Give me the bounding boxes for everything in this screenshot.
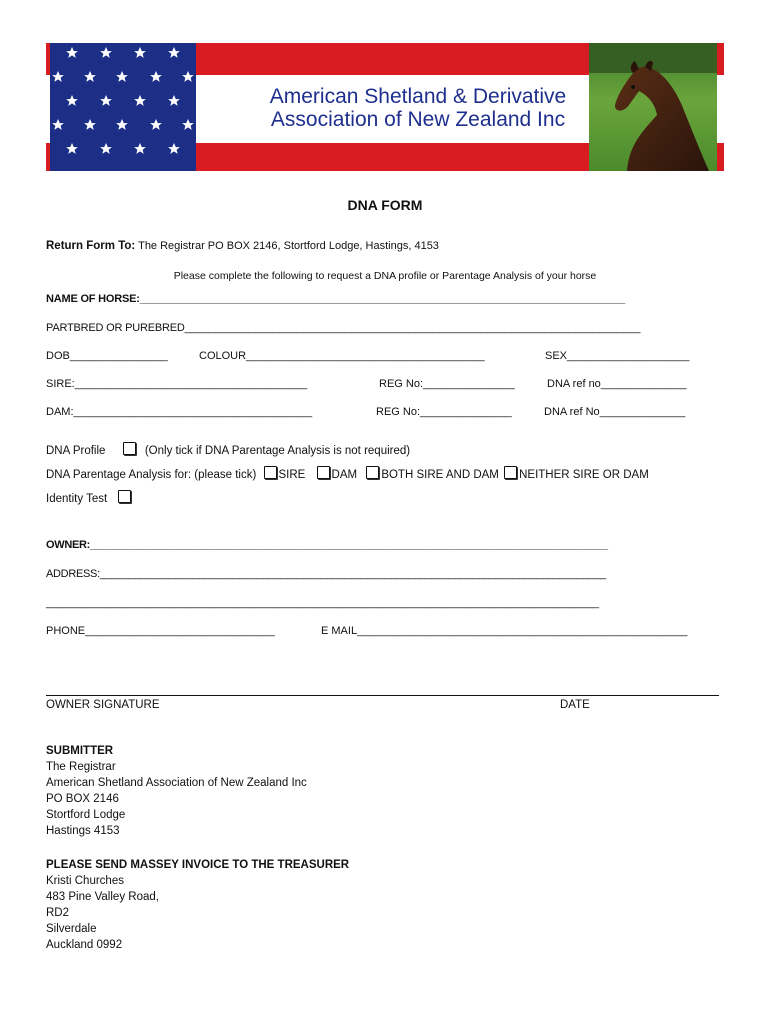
sire-checkbox[interactable] xyxy=(264,466,277,479)
address-field[interactable]: ADDRESS:_______________________________________________________________________________________ xyxy=(46,568,606,580)
submitter-block xyxy=(46,743,307,839)
date-label: DATE xyxy=(560,699,590,711)
submitter-line: Stortford Lodge xyxy=(46,809,126,821)
instruction-text: Please complete the following to request a DNA profile or Parentage Analysis of your horse xyxy=(173,270,597,282)
dam-dna-ref-field[interactable]: DNA ref No______________ xyxy=(544,406,686,418)
association-title-line1: American Shetland & Derivative xyxy=(269,85,567,108)
sex-field[interactable]: SEX____________________ xyxy=(545,350,690,362)
identity-test-label: Identity Test xyxy=(46,493,108,505)
dam-reg-field[interactable]: REG No:_______________ xyxy=(376,406,512,418)
owner-signature-label: OWNER SIGNATURE xyxy=(46,699,160,711)
parentage-label: DNA Parentage Analysis for: (please tick) xyxy=(46,469,257,481)
phone-field[interactable]: PHONE_______________________________ xyxy=(46,625,275,637)
both-sire-dam-checkbox[interactable] xyxy=(366,466,379,479)
neither-option-label: NEITHER SIRE OR DAM xyxy=(519,469,649,481)
dna-profile-row xyxy=(46,442,410,457)
address-line2-field[interactable]: _______________________________________________________________________________________________ xyxy=(46,597,599,609)
submitter-line: American Shetland Association of New Zealand Inc xyxy=(46,777,307,789)
signature-line[interactable] xyxy=(46,695,719,696)
both-option-label: BOTH SIRE AND DAM xyxy=(381,469,499,481)
invoice-block xyxy=(46,857,349,953)
dna-profile-checkbox[interactable] xyxy=(123,442,136,455)
dam-field[interactable]: DAM:_______________________________________ xyxy=(46,406,313,418)
owner-field[interactable]: OWNER:_________________________________________________________________________________________ xyxy=(46,539,608,551)
sire-field[interactable]: SIRE:______________________________________ xyxy=(46,378,308,390)
submitter-line: Hastings 4153 xyxy=(46,825,120,837)
neither-sire-dam-checkbox[interactable] xyxy=(504,466,517,479)
horse-photo xyxy=(589,43,717,171)
header-banner xyxy=(46,43,724,171)
return-label: Return Form To: xyxy=(46,240,136,252)
dob-field[interactable]: DOB________________ xyxy=(46,350,168,362)
invoice-line: Auckland 0992 xyxy=(46,939,123,951)
partbred-purebred-field[interactable]: PARTBRED OR PUREBRED_____________________________________________________________________________ xyxy=(46,322,641,334)
invoice-line: 483 Pine Valley Road, xyxy=(46,891,159,903)
form-title: DNA FORM xyxy=(347,197,423,213)
parentage-row xyxy=(46,466,649,481)
name-of-horse-field[interactable]: NAME OF HORSE:__________________________________________________________________________________ xyxy=(46,293,626,305)
dna-profile-note: (Only tick if DNA Parentage Analysis is not required) xyxy=(144,445,411,457)
invoice-line: Silverdale xyxy=(46,923,97,935)
email-field[interactable]: E MAIL______________________________________________________ xyxy=(321,625,688,637)
identity-test-checkbox[interactable] xyxy=(118,490,131,503)
submitter-line: The Registrar xyxy=(46,761,116,773)
submitter-heading: SUBMITTER xyxy=(46,745,114,757)
invoice-line: RD2 xyxy=(46,907,70,919)
sire-dna-ref-field[interactable]: DNA ref no______________ xyxy=(547,378,687,390)
association-title xyxy=(228,85,608,131)
invoice-heading: PLEASE SEND MASSEY INVOICE TO THE TREASURER xyxy=(46,859,350,871)
sire-option-label: SIRE xyxy=(278,469,306,481)
return-address: The Registrar PO BOX 2146, Stortford Lodge, Hastings, 4153 xyxy=(138,240,439,252)
colour-field[interactable]: COLOUR_______________________________________ xyxy=(199,350,485,362)
dam-option-label: DAM xyxy=(331,469,358,481)
dam-checkbox[interactable] xyxy=(317,466,330,479)
dna-profile-label: DNA Profile xyxy=(46,445,106,457)
sire-reg-field[interactable]: REG No:_______________ xyxy=(379,378,515,390)
submitter-line: PO BOX 2146 xyxy=(46,793,119,805)
identity-test-row xyxy=(46,490,133,505)
flag-stars-icon xyxy=(50,43,196,171)
return-address-line xyxy=(46,240,439,252)
association-title-line2: Association of New Zealand Inc xyxy=(270,108,566,131)
invoice-line: Kristi Churches xyxy=(46,875,124,887)
